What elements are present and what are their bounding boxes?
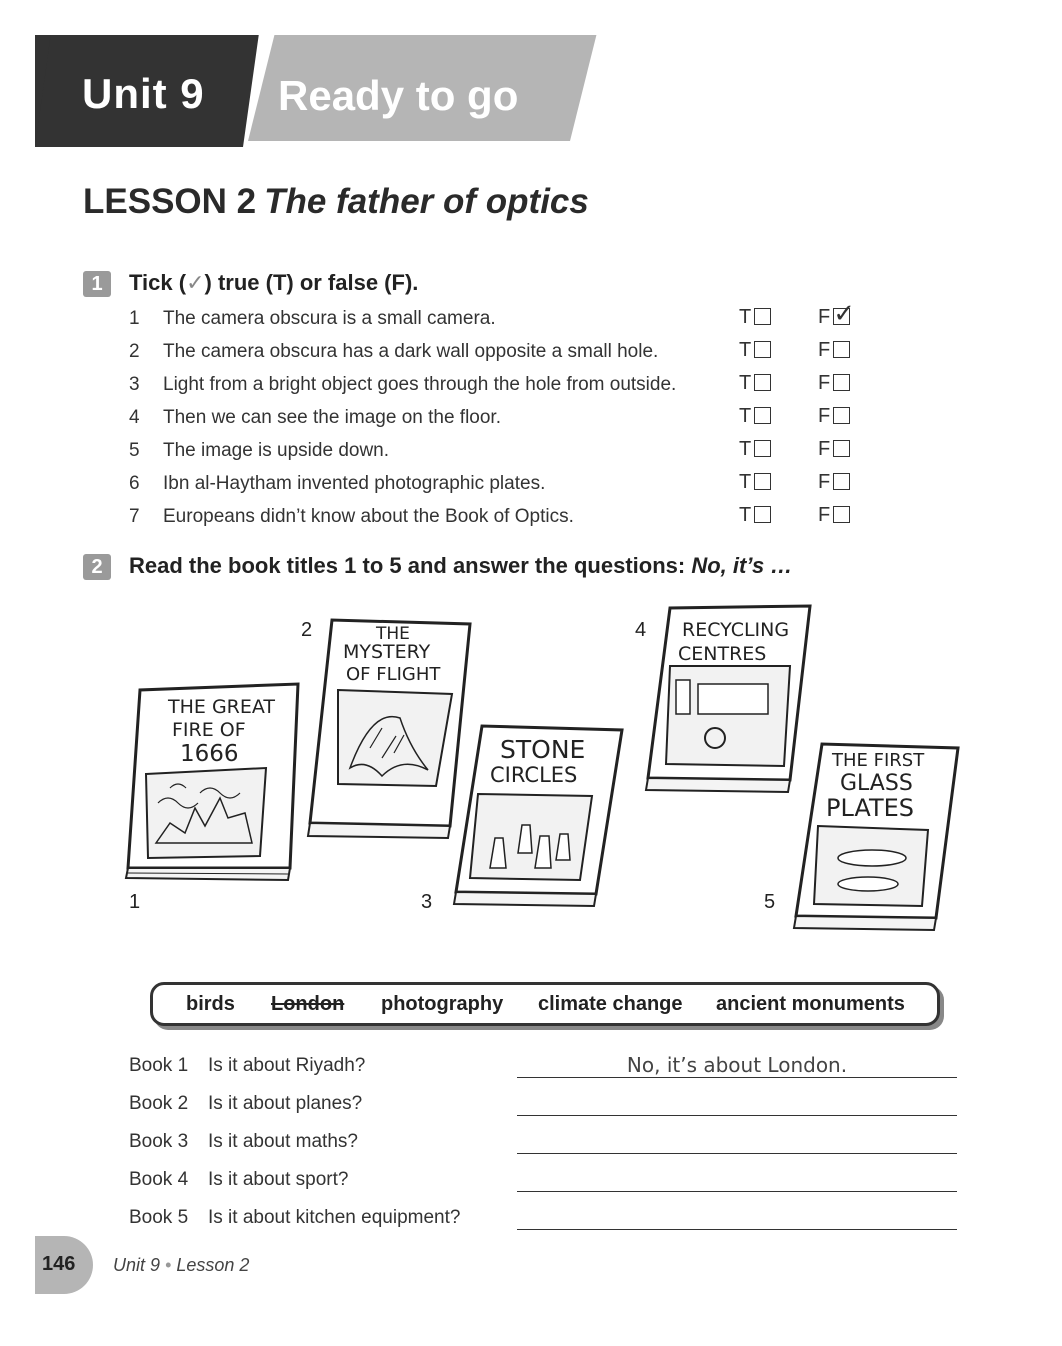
statement-text: Europeans didn’t know about the Book of Optics.	[163, 506, 574, 527]
statement-row	[0, 506, 1062, 536]
true-checkbox[interactable]	[754, 506, 771, 523]
question-row	[0, 1131, 1062, 1169]
true-option: T	[739, 471, 771, 494]
true-option: T	[739, 372, 771, 395]
book-label: Book 1	[129, 1055, 189, 1076]
statement-text: Then we can see the image on the floor.	[163, 407, 501, 428]
book-1-title-line-3: 1666	[180, 741, 239, 767]
false-checkbox[interactable]	[833, 473, 850, 490]
answer-line	[517, 1077, 957, 1078]
book-4-title-line-2: CENTRES	[678, 643, 767, 665]
true-option: T	[739, 306, 771, 329]
answer-line	[517, 1115, 957, 1116]
statement-row	[0, 473, 1062, 503]
book-5-number: 5	[764, 891, 776, 913]
word-photography: photography	[381, 993, 504, 1015]
statement-number: 4	[129, 407, 140, 428]
answer-text[interactable]: No, it’s about London.	[626, 1053, 848, 1077]
statement-row	[0, 298, 1062, 338]
book-5-title-line-1: THE FIRST	[832, 750, 925, 771]
book-5-illustration	[794, 744, 958, 930]
statement-number: 6	[129, 473, 140, 494]
lesson-label: LESSON 2	[83, 182, 257, 221]
page-number: 146	[42, 1253, 76, 1275]
word-ancient-monuments: ancient monuments	[716, 993, 905, 1015]
book-1-title-line-1: THE GREAT	[168, 696, 275, 718]
question-row	[0, 1207, 1062, 1245]
book-3-number: 3	[421, 891, 433, 913]
false-option: F	[818, 504, 850, 527]
book-illustrations	[110, 598, 990, 968]
word-climate-change: climate change	[538, 993, 683, 1015]
false-checkbox[interactable]	[833, 298, 856, 328]
word-box	[150, 982, 940, 1026]
book-3-title-line-1: STONE	[500, 735, 586, 764]
true-option: T	[739, 438, 771, 461]
lesson-heading	[83, 182, 589, 222]
true-checkbox[interactable]	[754, 374, 771, 391]
statement-number: 5	[129, 440, 140, 461]
statement-number: 2	[129, 341, 140, 362]
exercise-2-number: 2	[83, 554, 111, 580]
statement-row	[0, 341, 1062, 371]
question-text: Is it about maths?	[208, 1131, 358, 1152]
statement-row	[0, 374, 1062, 404]
question-text: Is it about kitchen equipment?	[208, 1207, 461, 1228]
question-row	[0, 1093, 1062, 1131]
true-checkbox[interactable]	[754, 341, 771, 358]
false-checkbox[interactable]	[833, 407, 850, 424]
true-option: T	[739, 339, 771, 362]
false-checkbox[interactable]	[833, 506, 850, 523]
true-option: T	[739, 405, 771, 428]
answer-line	[517, 1229, 957, 1230]
exercise-1-number: 1	[83, 271, 111, 297]
book-3-illustration	[454, 726, 622, 906]
statement-number: 1	[129, 308, 140, 329]
answer-line	[517, 1153, 957, 1154]
answer-line	[517, 1191, 957, 1192]
book-4-number: 4	[635, 619, 647, 641]
book-label: Book 5	[129, 1207, 189, 1228]
question-text: Is it about Riyadh?	[208, 1055, 366, 1076]
false-option: F ✓	[818, 298, 856, 328]
book-label: Book 2	[129, 1093, 189, 1114]
statement-number: 3	[129, 374, 140, 395]
exercise-1-instruction: Tick (✓) true (T) or false (F).	[129, 270, 419, 295]
false-checkbox[interactable]	[833, 374, 850, 391]
statement-text: Ibn al-Haytham invented photographic plates.	[163, 473, 546, 494]
book-2-illustration	[308, 620, 470, 838]
book-2-title-line-1: THE	[376, 624, 410, 644]
false-option: F	[818, 405, 850, 428]
false-option: F	[818, 339, 850, 362]
footer-label: Unit 9 • Lesson 2	[113, 1255, 250, 1275]
book-4-illustration	[646, 606, 810, 792]
true-checkbox[interactable]	[754, 308, 771, 325]
statement-text: The camera obscura has a dark wall opposite a small hole.	[163, 341, 659, 362]
true-checkbox[interactable]	[754, 440, 771, 457]
false-option: F	[818, 471, 850, 494]
book-5-title-line-2: GLASS	[840, 771, 913, 796]
question-text: Is it about sport?	[208, 1169, 349, 1190]
book-4-title-line-1: RECYCLING	[682, 619, 790, 641]
book-label: Book 4	[129, 1169, 189, 1190]
word-birds: birds	[186, 993, 235, 1015]
statement-row	[0, 407, 1062, 437]
question-text: Is it about planes?	[208, 1093, 363, 1114]
lesson-title: The father of optics	[264, 182, 589, 221]
true-option: T	[739, 504, 771, 527]
unit-title: Ready to go	[278, 72, 519, 119]
book-1-title-line-2: FIRE OF	[172, 719, 246, 741]
statement-row	[0, 440, 1062, 470]
question-row	[0, 1055, 1062, 1093]
book-3-title-line-2: CIRCLES	[490, 763, 578, 787]
book-label: Book 3	[129, 1131, 189, 1152]
false-option: F	[818, 372, 850, 395]
check-icon: ✓	[833, 298, 856, 328]
exercise-2-instruction: Read the book titles 1 to 5 and answer the questions: No, it’s …	[129, 553, 793, 578]
word-london: London	[271, 993, 345, 1015]
true-checkbox[interactable]	[754, 407, 771, 424]
book-1-number: 1	[129, 891, 141, 913]
false-checkbox[interactable]	[833, 341, 850, 358]
statement-number: 7	[129, 506, 140, 527]
book-2-title-line-2: MYSTERY	[343, 641, 431, 663]
statement-text: The image is upside down.	[163, 440, 390, 461]
book-5-title-line-3: PLATES	[826, 794, 915, 822]
book-2-number: 2	[301, 619, 313, 641]
book-2-title-line-3: OF FLIGHT	[346, 664, 441, 685]
statement-text: Light from a bright object goes through the hole from outside.	[163, 374, 677, 395]
question-row	[0, 1169, 1062, 1207]
false-option: F	[818, 438, 850, 461]
statement-text: The camera obscura is a small camera.	[163, 308, 496, 329]
unit-label: Unit 9	[82, 70, 205, 117]
true-checkbox[interactable]	[754, 473, 771, 490]
tick-icon: ✓	[186, 270, 205, 295]
false-checkbox[interactable]	[833, 440, 850, 457]
book-1-illustration	[126, 684, 298, 880]
